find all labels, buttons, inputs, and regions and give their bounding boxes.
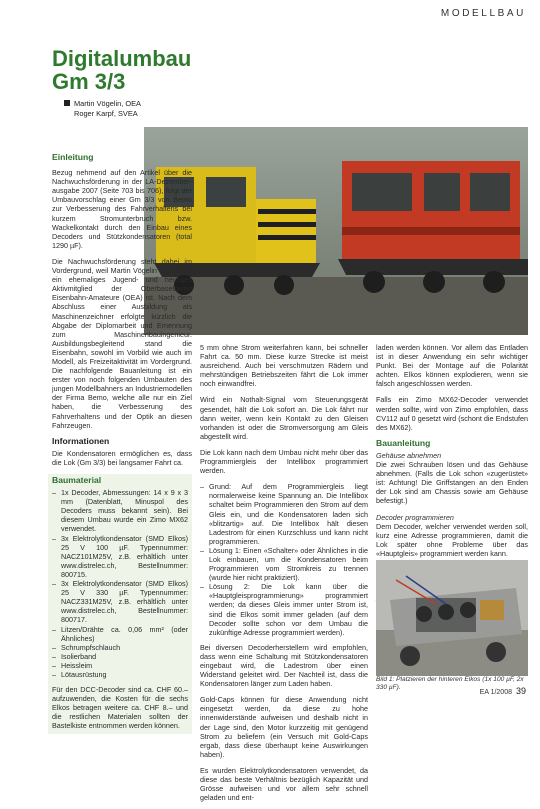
paragraph: Die Lok kann nach dem Umbau nicht mehr über das Programmiergleis der Intellibox programmiert werden. <box>200 447 368 476</box>
page-footer <box>480 686 526 696</box>
heading-bauanleitung: Bauanleitung <box>376 437 431 448</box>
bullet-square-icon <box>64 100 70 106</box>
paragraph: Die Nachwuchsförderung steht dabei im Vordergrund, weil Martin Vögelin (Jg. 1981) ein ehemaliges Jugend- und heutiges Aktivmitglied der Oberbaselbieter Eisenbahn-Amateure (OEA) ist. Nach dem Abschluss einer Ausbildung als Maschinenzeichner erfolgte kürzlich die Abgabe der Diplomarbeit und Ernennung zum Maschinenbauingenieur. Ausbildungsbegleitend stand die Eisenbahn, sowohl im Vorbild wie auch im Modell, als Freizeitaktivität im Vordergrund. Die nachfolgende Bauanleitung ist ein erster von noch folgenden Umbauten des jungen Modellbahners an Industriemodellen der Firma Bemo, welche alle nur ein Ziel haben, die Verbesserung des Fahrverhaltens und der Optik an diesen Fahrzeugen. <box>52 256 192 430</box>
chassis-photo <box>376 560 528 676</box>
column-1 <box>52 153 192 734</box>
paragraph: Dem Decoder, welcher verwendet werden soll, kurz eine Adresse programmieren, damit die Lok später ohne Probleme über das «Hauptgleis» programmiert werden kann. <box>376 521 528 558</box>
author-block <box>64 99 141 118</box>
heading-einleitung: Einleitung <box>52 152 94 162</box>
list-item: – Lösung 2: Die Lok kann über die «Hauptgleisprogrammierung» programmiert werden; da dieses Gleis immer unter Strom ist, sind die Elkos somit immer geladen (auf dem Decoder sollte schon vor dem Umbau die zukünftige Adresse programmiert werden). <box>200 582 368 637</box>
paragraph: Bei diversen Decoderherstellern wird empfohlen, dass wenn eine Schaltung mit Stützkondensatoren eingebaut wird, die Ladestrom über einen Widerstand geleitet wird. Der Nachteil ist, dass die Kondensatoren länger zum Laden haben. <box>200 642 368 689</box>
materials-list <box>52 488 188 679</box>
section-label: MODELLBAU <box>440 8 526 19</box>
list-item: – Litzen/Drähte ca. 0,06 mm² (oder Ähnliches) <box>52 625 188 643</box>
paragraph: Die zwei Schrauben lösen und das Gehäuse abnehmen. (Falls die Lok schon «zugerüstet» ist: Achtung! Die Griffstangen an den Enden der Lok sind am Chassis sowie am Gehäuse befestigt.) <box>376 460 528 506</box>
materials-box <box>48 474 192 734</box>
paragraph: Es wurden Elektrolytkondensatoren verwendet, da diese das beste Verhältnis bezüglich Kapazität und Grösse aufweisen und vor allem sehr schnell geladen und ent- <box>200 765 368 803</box>
paragraph: Wird ein Nothalt-Signal vom Steuerungsgerät gesendet, hält die Lok sofort an. Die Lok fährt nur dann weiter, wenn kein Kontakt zu den Gleisen vorhanden ist oder die Stromversorgung am Gleis abgestellt wird. <box>200 395 368 441</box>
step-title: Gehäuse abnehmen <box>376 450 442 460</box>
article-title-line2: Gm 3/3 <box>52 69 126 94</box>
list-item: – Isolierband <box>52 652 188 661</box>
list-item: – 3x Elektrolytkondensator (SMD Elkos) 25 V 330 µF. Typennummer: NACZ331M25V, z.B. erhältlich unter www.distrelec.ch, Bestellnummer: 800717. <box>52 579 188 624</box>
figure-caption: Bild 1: Platzieren der hinteren Elkos (1x 100 µF, 2x 330 µF). <box>376 676 524 692</box>
heading-baumaterial: Baumaterial <box>52 475 102 485</box>
solution-list <box>200 482 368 637</box>
article-title-line1: Digitalumbau <box>52 46 192 71</box>
paragraph: Gold-Caps können für diese Anwendung nicht eingesetzt werden, da diese zu hohe innenwiderstände aufweisen und deshalb nicht in der Lage sind, den Motor kurzzeitig mit genügend Strom zu beliefern (ein Versuch mit Gold-Caps ergab, dass diese überhaupt keine Auswirkungen haben). <box>200 695 368 759</box>
paragraph: 5 mm ohne Strom weiterfahren kann, bei schneller Fahrt ca. 50 mm. Diese kurze Strecke ist meist ausreichend. Auch bei verschmutzen Rädern und mehrstündigen Betriebszeiten fährt die Lok immer noch einwandfrei. <box>200 343 368 389</box>
paragraph: Falls ein Zimo MX62-Decoder verwendet werden sollte, wird von Zimo empfohlen, dass CV112 auf 0 gesetzt wird (schont die Endstufen des MX62). <box>376 395 528 432</box>
list-item: – Lötausrüstung <box>52 670 188 679</box>
article-title <box>52 47 191 93</box>
heading-informationen: Informationen <box>52 435 110 446</box>
paragraph: laden werden können. Vor allem das Entladen ist in dieser Anwendung ein sehr wichtiger Punkt. Bei der Montage auf die Polarität achten. Elkos können explodieren, wenn sie falsch angeschlossen werden. <box>376 343 528 389</box>
paragraph: Für den DCC-Decoder sind ca. CHF 60.– aufzuwenden, die Kosten für die sechs Elkos betragen weitere ca. CHF 8.– und die restlichen Materialen sollten der Bastelkiste entnommen werden können. <box>52 685 188 731</box>
author-1: Martin Vögelin, OEA <box>74 99 141 108</box>
paragraph: Die Kondensatoren ermöglichen es, dass die Lok (Gm 3/3) bei langsamer Fahrt ca. <box>52 448 192 467</box>
page-number: 39 <box>515 686 526 696</box>
locomotives-photo-svg <box>144 127 528 335</box>
list-item: – Lösung 1: Einen «Schalter» oder Ähnliches in die Lok einbauen, um die Kondensatoren beim Programmieren vom Stromkreis zu trennen (wurde hier nicht praktiziert). <box>200 546 368 582</box>
chassis-photo-svg <box>376 560 528 676</box>
issue-label: EA 1/2008 <box>479 689 512 696</box>
list-item: – 1x Decoder, Abmessungen: 14 x 9 x 3 mm (Datenblatt, Minuspol des Decoders muss bekannt sein). Bei diesem Umbau wurde ein Zimo MX62 verwendet. <box>52 488 188 533</box>
locomotives-photo <box>144 127 528 335</box>
column-2 <box>200 343 368 809</box>
step-title: Decoder programmieren <box>376 512 454 522</box>
list-item: – 3x Elektrolytkondensator (SMD Elkos) 25 V 100 µF. Typennummer: NACZ101M25V, z.B. erhältlich unter www.distrelec.ch, Bestellnummer: 800715. <box>52 534 188 579</box>
paragraph: Bezug nehmend auf den Artikel über die Nachwuchsförderung in der LA-Dezember-ausgabe 2007 (Seite 703 bis 706), folgt der Umbauvorschlag einer Gm 3/3 von Bemo zur Verbesserung des Fahrverhaltens bei kurzem Stromunterbruch bzw. Wackelkontakt durch den Einbau eines Decoders und Stützkondensatoren (total 1290 µF). <box>52 168 192 250</box>
list-item: – Schrumpfschlauch <box>52 643 188 652</box>
list-item: – Heissleim <box>52 661 188 670</box>
author-2: Roger Karpf, SVEA <box>74 108 138 118</box>
list-item: – Grund: Auf dem Programmiergleis liegt normalerweise keine Spannung an. Die Intellibox schaltet beim Programmieren den Strom auf dem Gleis ein, und die Kondensatoren laden sich «blitzartig» auf. Die Intellibox hält diesen Ladestrom für einen Kurzschluss und kann nicht programmieren. <box>200 482 368 546</box>
